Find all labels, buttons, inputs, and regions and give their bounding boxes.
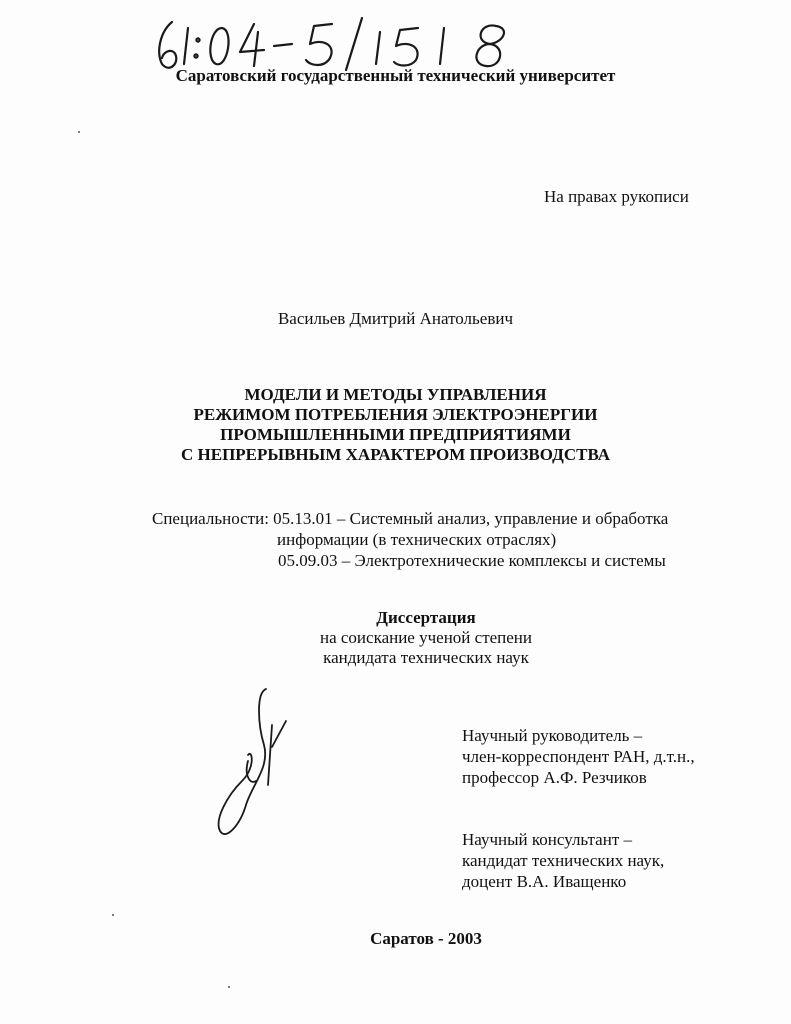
advisor-line-2: член-корреспондент РАН, д.т.н.,: [462, 747, 695, 766]
advisor-line-1: Научный руководитель –: [462, 726, 643, 745]
title-line: РЕЖИМОМ ПОТРЕБЛЕНИЯ ЭЛЕКТРОЭНЕРГИИ: [193, 405, 598, 424]
advisor-line-3: профессор А.Ф. Резчиков: [462, 768, 647, 787]
dissertation-line-1: на соискание ученой степени: [319, 628, 533, 647]
university-name: Саратовский государственный технический университет: [175, 66, 616, 85]
author-name: Васильев Дмитрий Анатольевич: [277, 309, 514, 328]
specialty-line-3: 05.09.03 – Электротехнические комплексы и системы: [278, 551, 666, 570]
specialty-line-1: Специальности: 05.13.01 – Системный анализ, управление и обработка: [152, 509, 669, 528]
manuscript-rights-note: На правах рукописи: [544, 187, 689, 206]
scan-speck: [112, 914, 114, 916]
specialties-block: [152, 508, 772, 571]
title-line: ПРОМЫШЛЕННЫМИ ПРЕДПРИЯТИЯМИ: [220, 425, 571, 444]
specialty-line-2: информации (в технических отраслях): [277, 530, 557, 549]
scan-speck: [228, 986, 230, 988]
handwritten-signature: [212, 685, 302, 845]
scientific-consultant-block: [462, 829, 664, 892]
consultant-line-1: Научный консультант –: [462, 830, 632, 849]
handwritten-code-drawing: [150, 14, 530, 74]
consultant-line-3: доцент В.А. Иващенко: [462, 872, 627, 891]
dissertation-line-2: кандидата технических наук: [323, 648, 529, 667]
dissertation-title: [0, 385, 791, 465]
scientific-advisor-block: [462, 725, 695, 788]
signature-drawing: [212, 685, 302, 845]
consultant-line-2: кандидат технических наук,: [462, 851, 665, 870]
dissertation-heading: Диссертация: [376, 608, 476, 627]
scan-speck: [78, 131, 80, 133]
city-and-year: Саратов - 2003: [370, 929, 482, 948]
title-line: С НЕПРЕРЫВНЫМ ХАРАКТЕРОМ ПРОИЗВОДСТВА: [180, 445, 610, 464]
handwritten-catalog-code: [150, 14, 530, 74]
dissertation-block: [0, 608, 791, 668]
title-line: МОДЕЛИ И МЕТОДЫ УПРАВЛЕНИЯ: [244, 385, 547, 404]
